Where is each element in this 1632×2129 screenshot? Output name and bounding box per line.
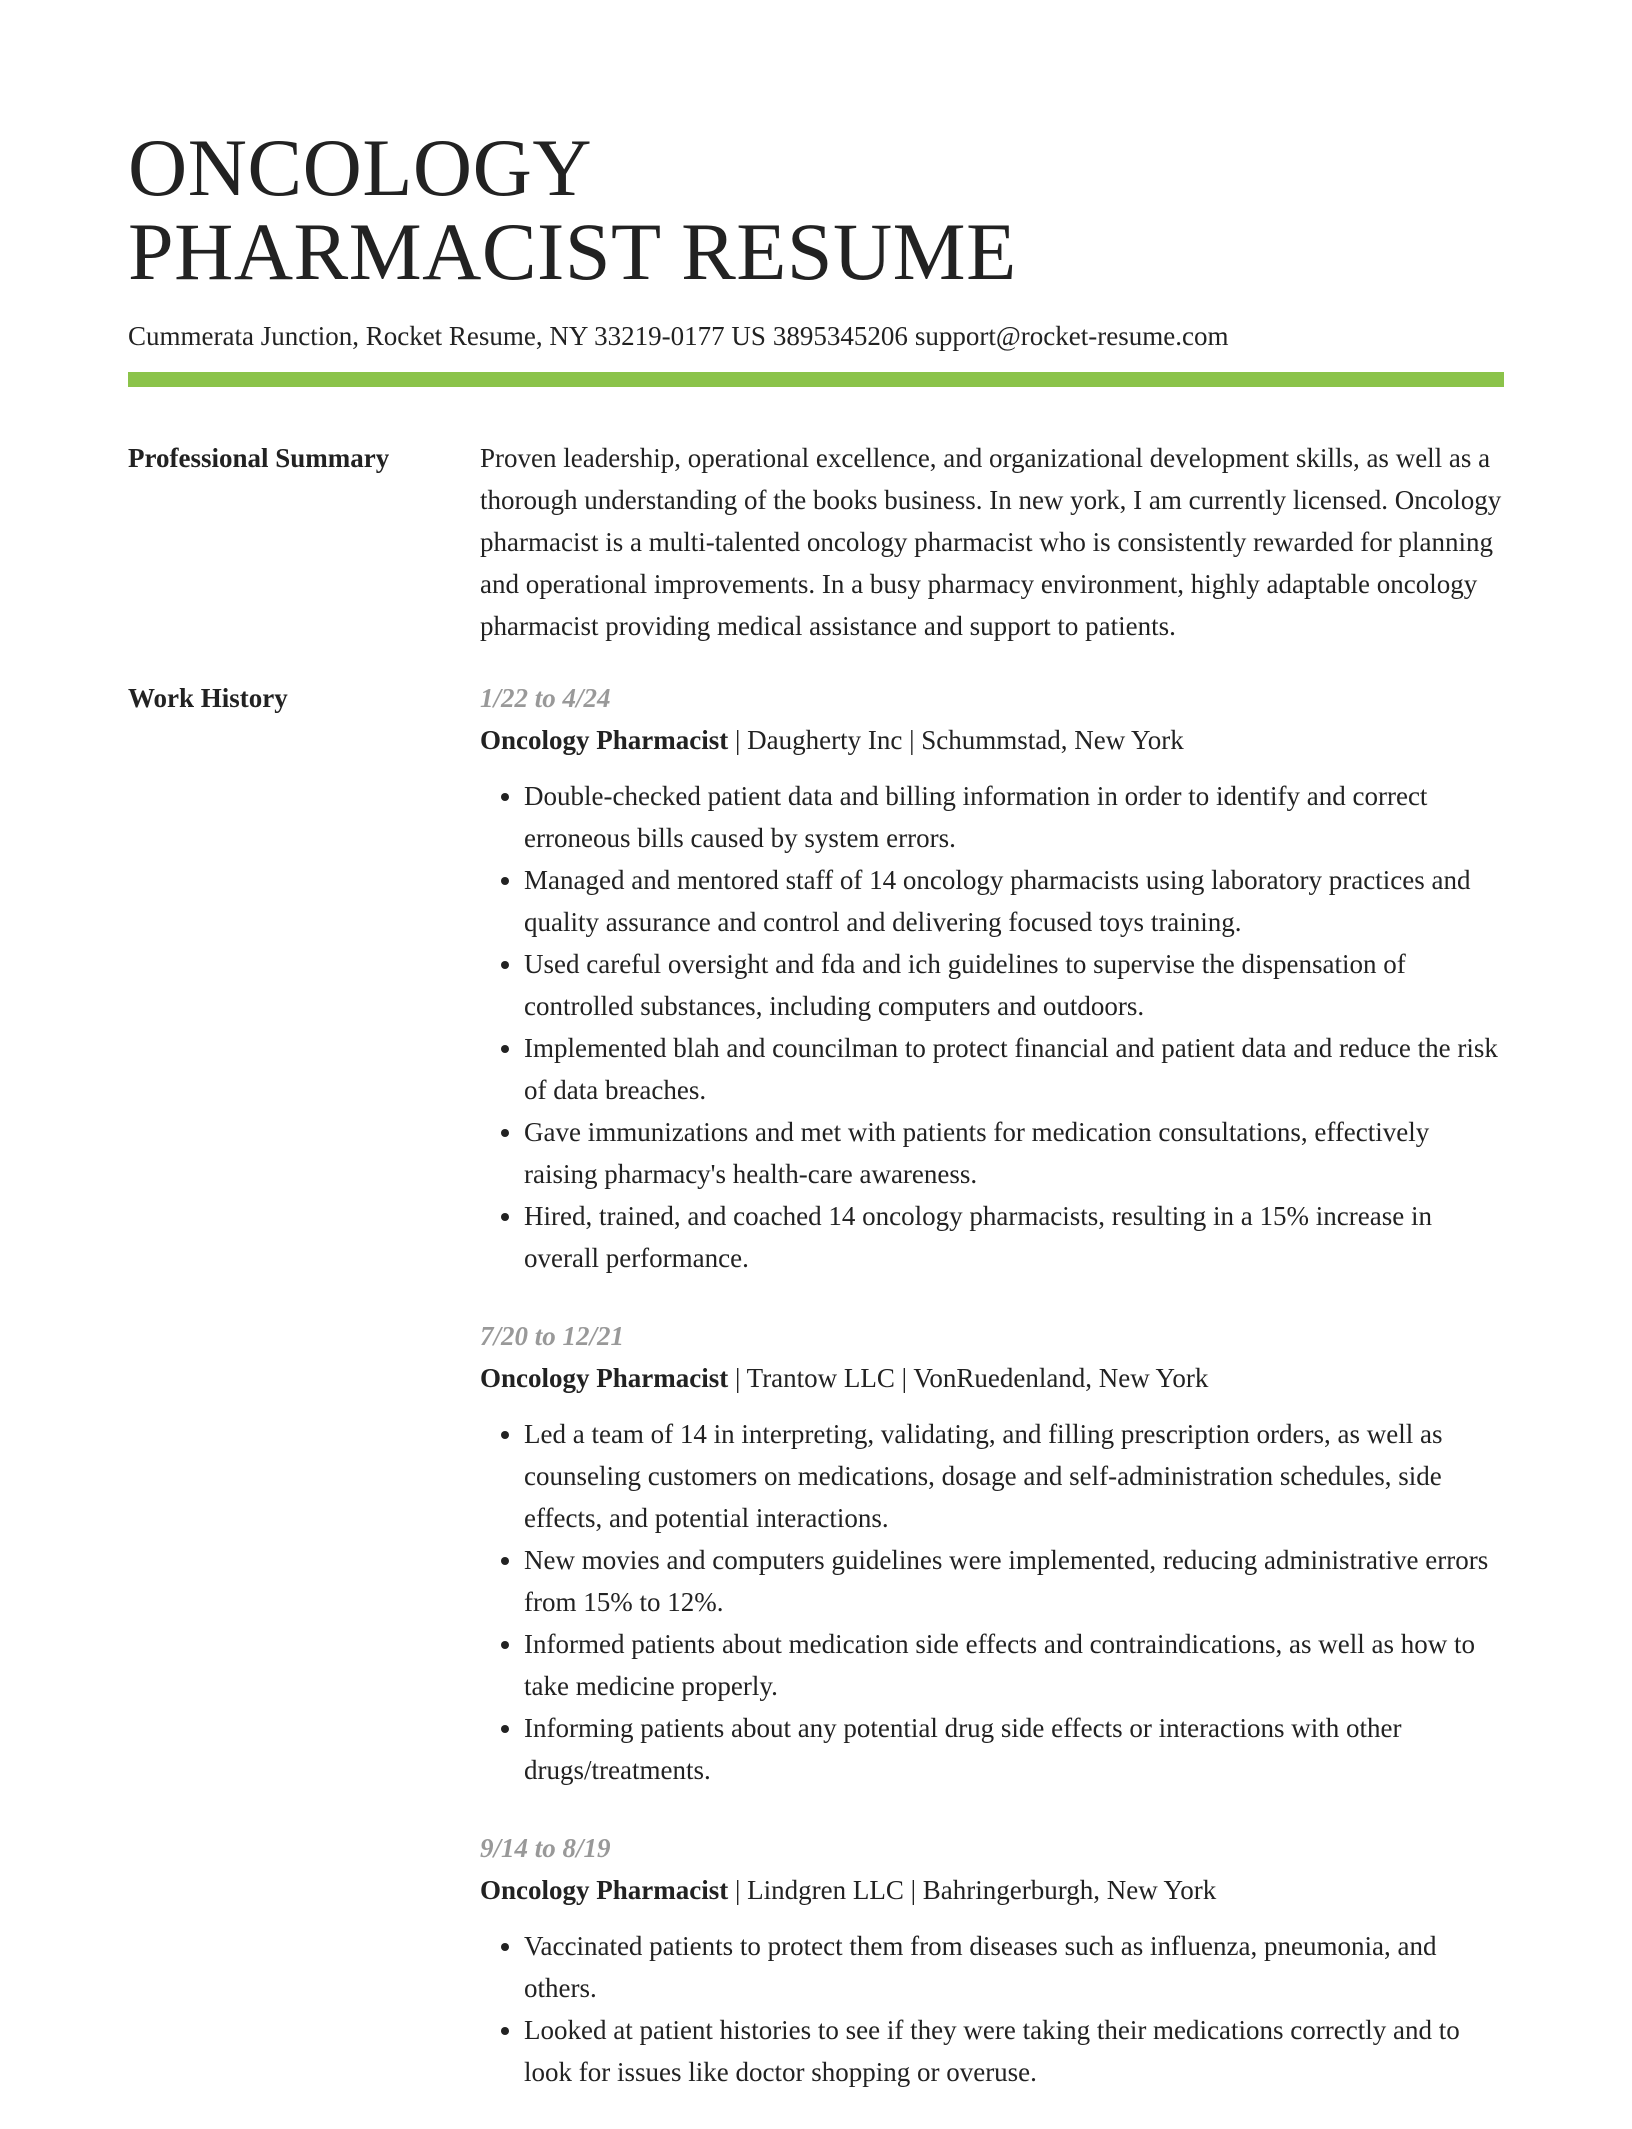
job-bullet: • Double-checked patient data and billing information in order to identify and correct erroneous bills caused by system errors. [524,775,1504,859]
job-bullet: • Implemented blah and councilman to protect financial and patient data and reduce the risk of data breaches. [524,1027,1504,1111]
title-line-2: PHARMACIST RESUME [128,206,1017,297]
job-details: | Trantow LLC | VonRuedenland, New York [728,1363,1209,1393]
job-dates: 1/22 to 4/24 [480,683,611,713]
job-bullet: • Used careful oversight and fda and ich guidelines to supervise the dispensation of controlled substances, including computers and outdoors. [524,943,1504,1027]
job-bullet: • Looked at patient histories to see if they were taking their medications correctly and to look for issues like doctor shopping or overuse. [524,2009,1504,2093]
contact-line [128,320,1504,352]
job-dates: 7/20 to 12/21 [480,1321,625,1351]
job-header [480,1869,1504,1911]
job-entry [480,677,1504,1279]
job-bullet: • Vaccinated patients to protect them from diseases such as influenza, pneumonia, and others. [524,1925,1504,2009]
work-history-label: Work History [128,683,288,713]
work-history-list [480,677,1504,2129]
summary-section [128,437,1504,647]
job-bullets [480,1413,1504,1791]
job-bullets [480,775,1504,1279]
job-header [480,1357,1504,1399]
job-details: | Lindgren LLC | Bahringerburgh, New York [728,1875,1217,1905]
job-bullet: • Informed patients about medication side effects and contraindications, as well as how to take medicine properly. [524,1623,1504,1707]
job-bullet: • Led a team of 14 in interpreting, validating, and filling prescription orders, as well as counseling customers on medications, dosage and self-administration schedules, side effects, and potential interactions. [524,1413,1504,1539]
summary-label: Professional Summary [128,443,390,473]
job-dates: 9/14 to 8/19 [480,1833,611,1863]
job-header [480,719,1504,761]
job-bullet: • Gave immunizations and met with patients for medication consultations, effectively raising pharmacy's health-care awareness. [524,1111,1504,1195]
job-entry [480,1315,1504,1791]
job-bullets [480,1925,1504,2093]
job-entry [480,1827,1504,2093]
job-bullet: • Managed and mentored staff of 14 oncology pharmacists using laboratory practices and quality assurance and control and delivering focused toys training. [524,859,1504,943]
resume-page [128,0,1504,2129]
job-title: Oncology Pharmacist [480,725,729,755]
contact-email: support@rocket-resume.com [914,321,1229,351]
job-bullet: • Informing patients about any potential drug side effects or interactions with other drugs/treatments. [524,1707,1504,1791]
summary-text: Proven leadership, operational excellence, and organizational development skills, as well as a thorough understanding of the books business. In new york, I am currently licensed. Oncology pharmacist is a multi-talented oncology pharmacist who is consistently rewarded for planning and operational improvements. In a busy pharmacy environment, highly adaptable oncology pharmacist providing medical assistance and support to patients. [480,443,1502,641]
contact-address: Cummerata Junction, Rocket Resume, NY 33219-0177 US [128,321,766,351]
job-title: Oncology Pharmacist [480,1875,729,1905]
job-details: | Daugherty Inc | Schummstad, New York [728,725,1184,755]
job-bullet: • Hired, trained, and coached 14 oncology pharmacists, resulting in a 15% increase in overall performance. [524,1195,1504,1279]
work-history-section [128,677,1504,2129]
title-line-1: ONCOLOGY [128,122,593,213]
resume-title [128,0,1504,297]
job-bullet: • New movies and computers guidelines were implemented, reducing administrative errors from 15% to 12%. [524,1539,1504,1623]
contact-phone: 3895345206 [772,321,908,351]
job-title: Oncology Pharmacist [480,1363,729,1393]
accent-divider [128,372,1504,387]
